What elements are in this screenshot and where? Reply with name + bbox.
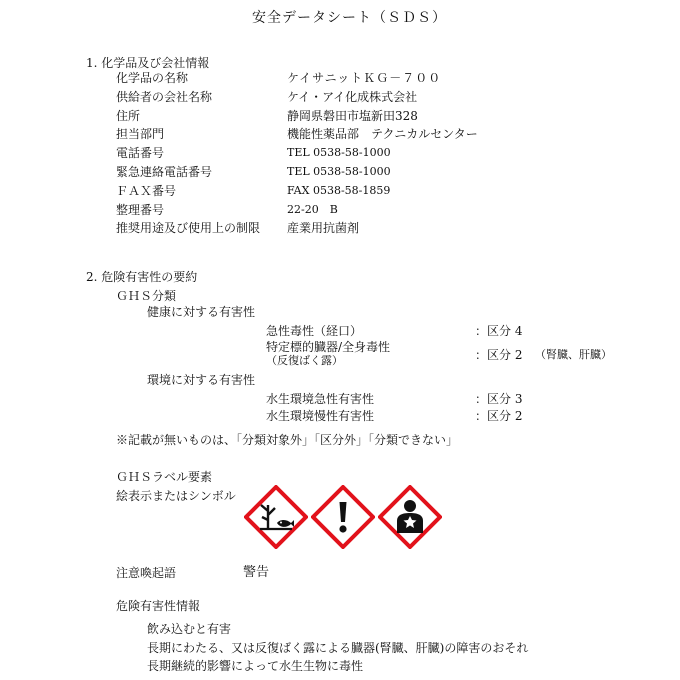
- row-label: ＦＡＸ番号: [116, 184, 177, 198]
- signal-word-label: 注意喚起語: [116, 566, 177, 580]
- hazard-category: ：区分 3: [475, 392, 523, 406]
- hazard-class-name-2: （反復ばく露）: [266, 354, 343, 367]
- signal-word: 警告: [243, 565, 270, 580]
- classification-footnote: ※記載が無いものは、「分類対象外」「区分外」「分類できない」: [116, 433, 459, 447]
- pictogram-label: 絵表示またはシンボル: [116, 489, 236, 503]
- section2-heading: 2. 危険有害性の要約: [86, 270, 198, 284]
- hazard-category: ：区分 2: [475, 348, 523, 362]
- hazard-class-name: 急性毒性（経口）: [266, 324, 363, 338]
- row-label: 担当部門: [116, 127, 165, 141]
- row-label: 整理番号: [116, 203, 165, 217]
- row-label: 住所: [116, 109, 141, 123]
- environment-icon: [244, 485, 308, 549]
- row-value: 静岡県磐田市塩新田328: [287, 109, 418, 123]
- row-value: TEL 0538-58-1000: [287, 146, 391, 159]
- row-value: 産業用抗菌剤: [287, 221, 360, 235]
- hazard-class-name: 水生環境慢性有害性: [266, 409, 375, 423]
- row-value: ケイ・アイ化成株式会社: [287, 90, 418, 104]
- page-title: 安全データシート（ＳＤＳ）: [252, 10, 447, 26]
- exclamation-icon: [311, 485, 375, 549]
- row-label: 化学品の名称: [116, 71, 189, 85]
- row-value: TEL 0538-58-1000: [287, 165, 391, 178]
- hazard-category: ：区分 2: [475, 409, 523, 423]
- row-value: FAX 0538-58-1859: [287, 184, 391, 197]
- ghs-classification-heading: ＧＨＳ分類: [116, 289, 177, 303]
- hazard-info-heading: 危険有害性情報: [116, 599, 201, 613]
- row-value: 22-20 B: [287, 203, 338, 216]
- hazard-statement: 長期にわたる、又は反復ばく露による臓器(腎臓、肝臓)の障害のおそれ: [147, 641, 529, 655]
- hazard-note: （腎臓、肝臓）: [535, 348, 612, 361]
- hazard-class-name: 特定標的臓器/全身毒性: [266, 340, 391, 354]
- row-label: 供給者の会社名称: [116, 90, 213, 104]
- label-elements-heading: ＧＨＳラベル要素: [116, 470, 213, 484]
- hazard-statement: 飲み込むと有害: [147, 622, 232, 636]
- row-label: 電話番号: [116, 146, 165, 160]
- hazard-class-name: 水生環境急性有害性: [266, 392, 375, 406]
- health-hazard-icon: [378, 485, 442, 549]
- section1-heading: 1. 化学品及び会社情報: [86, 56, 210, 70]
- env-hazard-heading: 環境に対する有害性: [147, 373, 256, 387]
- row-label: 推奨用途及び使用上の制限: [116, 221, 261, 235]
- hazard-statement: 長期継続的影響によって水生生物に毒性: [147, 659, 364, 673]
- health-hazard-heading: 健康に対する有害性: [147, 305, 256, 319]
- row-value: 機能性薬品部 テクニカルセンター: [287, 127, 478, 141]
- hazard-category: ：区分 4: [475, 324, 523, 338]
- row-label: 緊急連絡電話番号: [116, 165, 213, 179]
- row-value: ケイサニットＫＧ－７００: [287, 71, 442, 85]
